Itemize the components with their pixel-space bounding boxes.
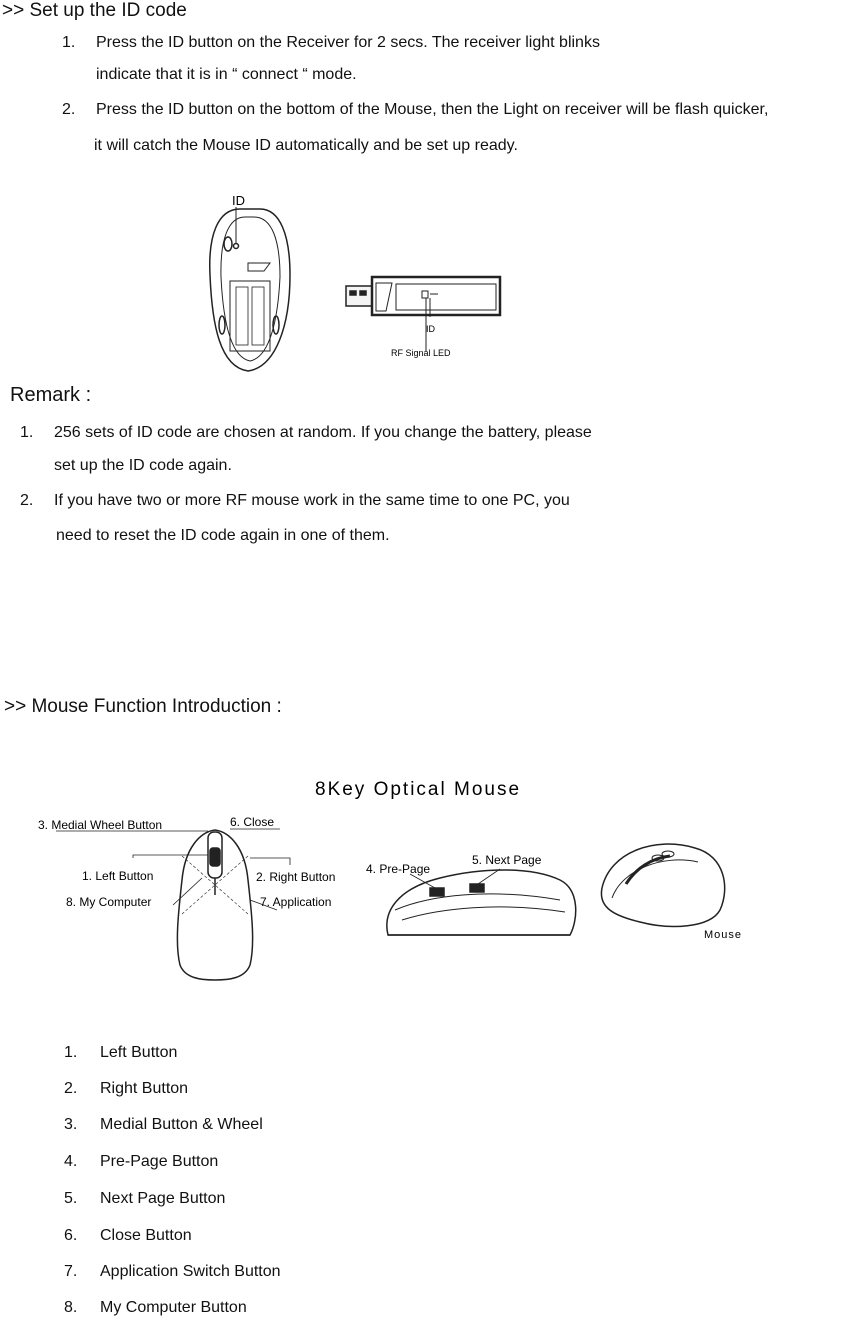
label-next-page: 5. Next Page [472,853,542,867]
remark-item-1 [20,424,592,442]
remark-item-2-cont: need to reset the ID code again in one of them. [56,527,390,544]
remark-text: 256 sets of ID code are chosen at random. If you change the battery, please [54,424,592,441]
function-number: 8. [64,1299,78,1316]
function-number: 6. [64,1227,78,1244]
label-my-computer: 8. My Computer [66,895,152,909]
function-label: Left Button [100,1044,178,1061]
function-list-item [64,1116,263,1134]
setup-step-1 [62,34,600,52]
receiver-illustration [346,277,500,351]
function-label: Application Switch Button [100,1263,281,1280]
remark-number: 2. [20,492,34,509]
function-number: 5. [64,1190,78,1207]
function-number: 3. [64,1116,78,1133]
function-number: 4. [64,1153,78,1170]
function-list-item [64,1190,225,1208]
remark-item-1-cont: set up the ID code again. [54,457,232,474]
setup-step-1-cont: indicate that it is in “ connect “ mode. [96,66,357,83]
id-setup-figure [190,185,520,380]
remark-heading: Remark : [10,384,92,406]
setup-heading: >> Set up the ID code [2,0,187,21]
function-label: Medial Button & Wheel [100,1116,263,1133]
rf-signal-led-label: RF Signal LED [391,348,451,358]
function-label: Right Button [100,1080,189,1097]
function-list-item [64,1263,281,1281]
mouse-id-label: ID [232,193,245,208]
figure-title: 8Key Optical Mouse [315,779,522,800]
label-mouse: Mouse [704,929,743,941]
step-text: Press the ID button on the Receiver for 2 secs. The receiver light blinks [96,34,600,51]
remark-number: 1. [20,424,34,441]
function-number: 1. [64,1044,78,1061]
function-list-item [64,1299,247,1317]
step-text: Press the ID button on the bottom of the Mouse, then the Light on receiver will be flash quicker, [96,101,769,118]
label-left-button: 1. Left Button [82,869,154,883]
step-number: 1. [62,34,76,51]
setup-step-2 [62,101,768,119]
label-close: 6. Close [230,815,275,829]
function-label: Close Button [100,1227,192,1244]
function-list-item [64,1227,192,1245]
mouse-bottom-illustration [210,207,290,371]
function-label: My Computer Button [100,1299,247,1316]
remark-text: If you have two or more RF mouse work in the same time to one PC, you [54,492,570,509]
function-number: 2. [64,1080,78,1097]
function-list-item [64,1044,177,1062]
receiver-id-label: ID [426,324,435,334]
step-number: 2. [62,101,76,118]
remark-item-2 [20,492,570,510]
function-list-item [64,1153,218,1171]
label-application: 7. Application [260,895,332,909]
mouse-function-figure [30,770,760,990]
label-medial-wheel: 3. Medial Wheel Button [38,818,163,832]
function-label: Next Page Button [100,1190,226,1207]
function-list-item [64,1080,188,1098]
intro-heading: >> Mouse Function Introduction : [4,696,282,717]
label-pre-page: 4. Pre-Page [366,862,431,876]
function-label: Pre-Page Button [100,1153,219,1170]
mouse-side-illustration [387,870,576,935]
function-number: 7. [64,1263,78,1280]
mouse-3d-illustration [601,844,724,926]
setup-step-2-cont: it will catch the Mouse ID automatically and be set up ready. [94,137,518,154]
mouse-top-illustration [177,830,252,980]
label-right-button: 2. Right Button [256,870,336,884]
